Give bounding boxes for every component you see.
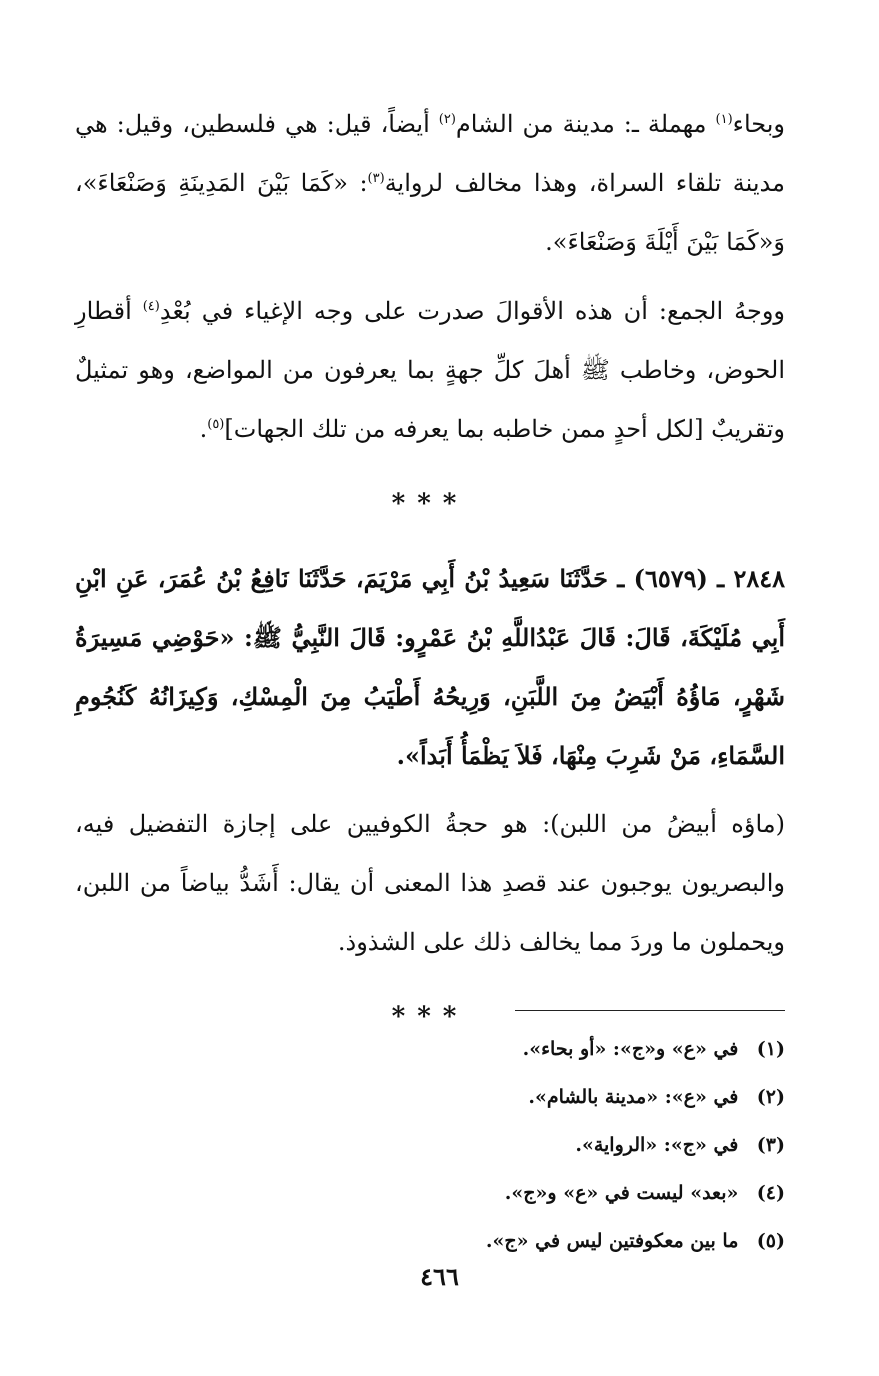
text-segment: أيضاً، قيل: هي فلسطين، وقيل: هي مدينة تلقاء السراة، وهذا مخالف لرواية — [75, 110, 785, 197]
text-segment: : «كَمَا بَيْنَ المَدِينَةِ وَصَنْعَاءَ»، وَ«كَمَا بَيْنَ أَيْلَةَ وَصَنْعَاءَ». — [75, 169, 785, 256]
page-number: ٤٦٦ — [420, 1262, 459, 1291]
text-segment: وبحاء — [732, 110, 786, 138]
paragraph-bahaa — [75, 95, 785, 272]
footnote-item — [75, 1217, 785, 1265]
text-segment: مهملة ـ: مدينة من الشام — [455, 110, 716, 138]
footnote-text: «بعد» ليست في «ع» و«ج». — [504, 1182, 739, 1204]
footnote-item — [75, 1073, 785, 1121]
text-segment: . — [199, 415, 208, 443]
footnote-number: (٥) — [756, 1230, 785, 1252]
footnote-divider — [515, 1010, 785, 1011]
footnote-item — [75, 1169, 785, 1217]
footnotes-section — [75, 1010, 785, 1265]
footnote-text: في «ج»: «الرواية». — [575, 1134, 739, 1156]
footnote-number: (١) — [756, 1038, 785, 1060]
footnote-ref-2[interactable]: (٢) — [438, 112, 456, 127]
footnote-number: (٣) — [756, 1134, 785, 1156]
text-segment: ووجهُ الجمع: أن هذه الأقوالَ صدرت على وجه الإغياء في بُعْدِ — [159, 297, 786, 325]
text-segment: أقطارِ الحوض، وخاطب ﷺ أهلَ كلِّ جهةٍ بما يعرفون من المواضع، وهو تمثيلٌ وتقريبٌ [لكل أحدٍ ممن خاطبه بما يعرفه من تلك الجهات] — [75, 297, 786, 443]
footnote-number: (٤) — [756, 1182, 785, 1204]
hadith-text: ٢٨٤٨ ـ (٦٥٧٩) ـ حَدَّثَنَا سَعِيدُ بْنُ أَبِي مَرْيَمَ، حَدَّثَنَا نَافِعُ بْنُ عُمَرَ، عَنِ ابْنِ أَبِي مُلَيْكَةَ، قَالَ: قَالَ عَبْدُاللَّهِ بْنُ عَمْرٍو: قَالَ النَّبِيُّ ﷺ: «حَوْضِي مَسِيرَةُ شَهْرٍ، مَاؤُهُ أَبْيَضُ مِنَ اللَّبَنِ، وَرِيحُهُ أَطْيَبُ مِنَ الْمِسْكِ، وَكِيزَانُهُ كَنُجُومِ السَّمَاءِ، مَنْ شَرِبَ مِنْهَا، فَلاَ يَظْمَأُ أَبَداً». — [75, 564, 785, 770]
footnote-text: في «ع» و«ج»: «أو بحاء». — [522, 1038, 739, 1060]
footnote-ref-3[interactable]: (٣) — [367, 171, 385, 186]
section-separator: *** — [391, 489, 469, 519]
footnote-item — [75, 1025, 785, 1073]
footnote-item — [75, 1121, 785, 1169]
footnote-text: ما بين معكوفتين ليس في «ج». — [485, 1230, 739, 1252]
main-text — [75, 95, 785, 1062]
paragraph-reconciliation — [75, 282, 785, 459]
footnote-ref-5[interactable]: (٥) — [207, 417, 225, 432]
footnote-ref-1[interactable]: (١) — [715, 112, 733, 127]
commentary-paragraph: (ماؤه أبيضُ من اللبن): هو حجةُ الكوفيين على إجازة التفضيل فيه، والبصريون يوجبون عند قصدِ هذا المعنى أن يقال: أَشَدُّ بياضاً من اللبن، ويحملون ما وردَ مما يخالف ذلك على الشذوذ. — [75, 810, 785, 956]
footnote-number: (٢) — [756, 1086, 785, 1108]
footnote-text: في «ع»: «مدينة بالشام». — [528, 1086, 739, 1108]
footnote-ref-4[interactable]: (٤) — [142, 299, 160, 314]
section-separator: *** — [391, 1002, 469, 1032]
